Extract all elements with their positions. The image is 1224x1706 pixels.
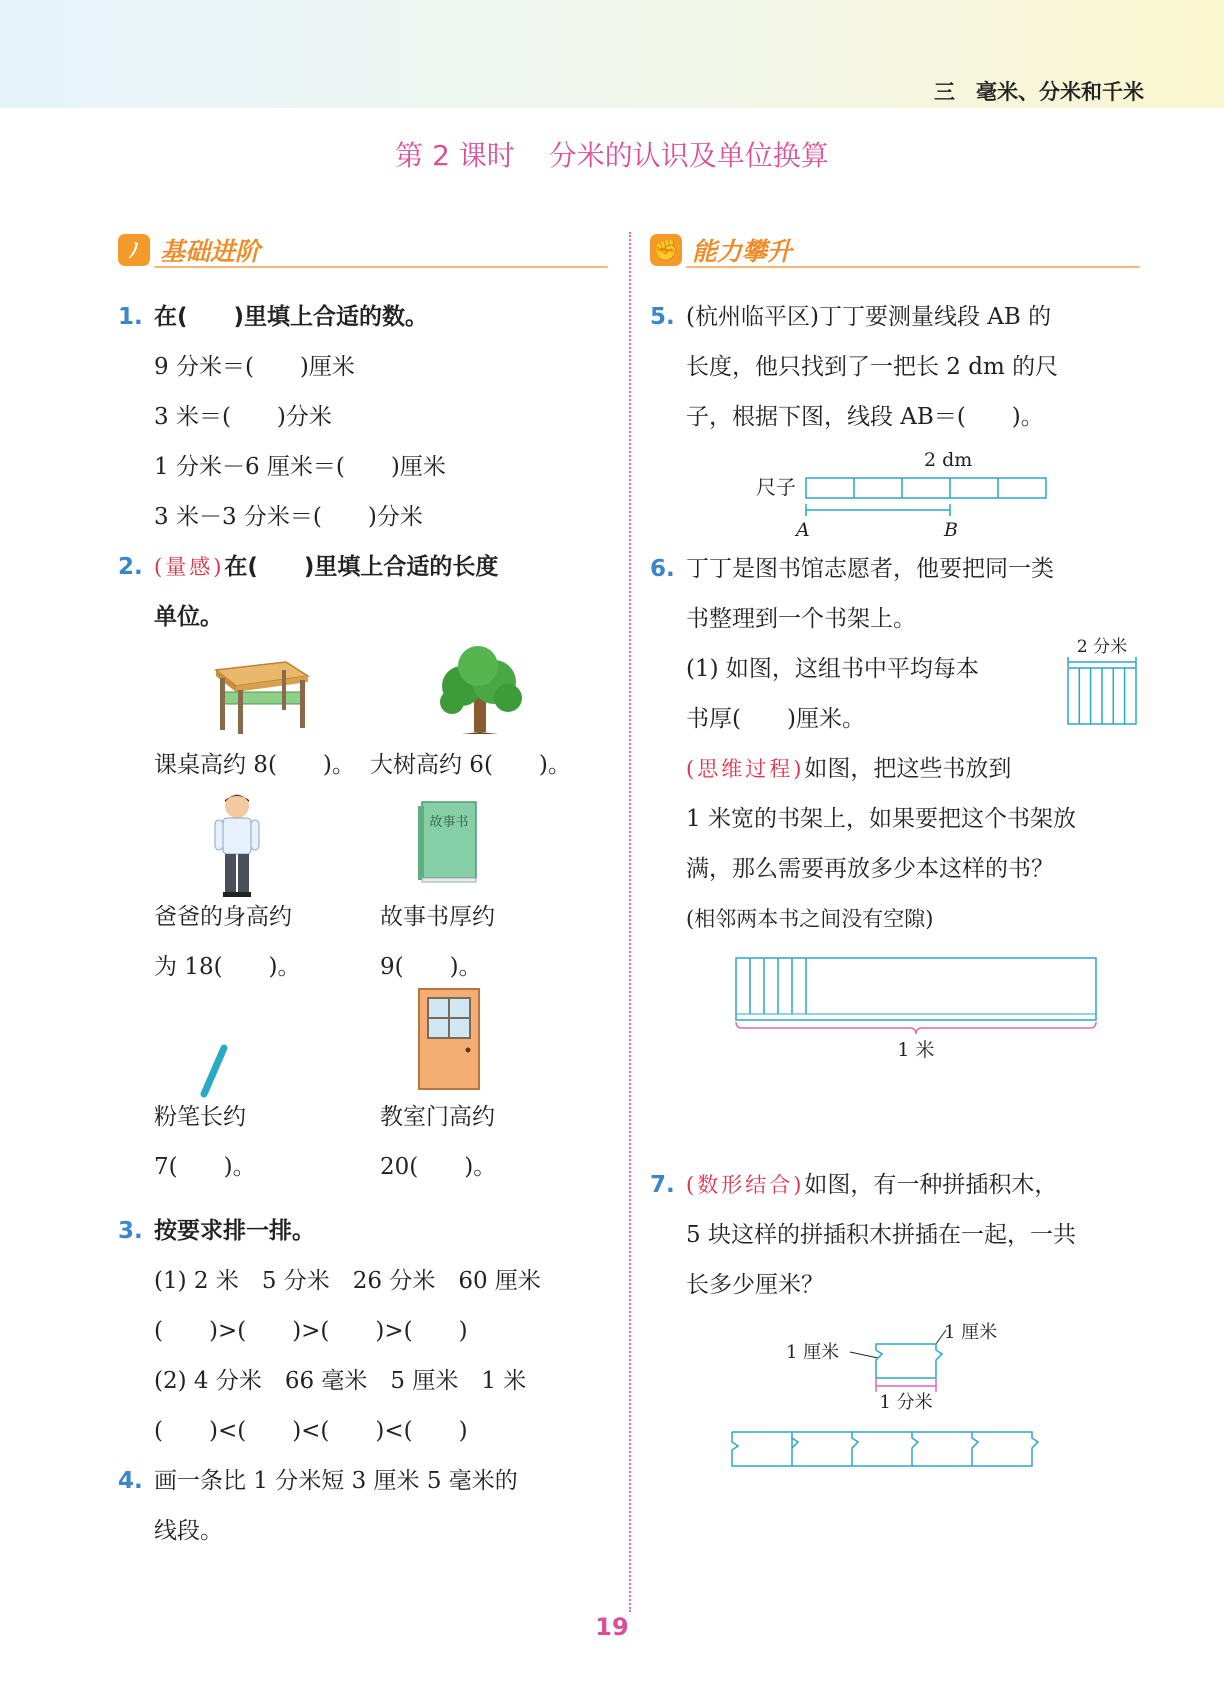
column-divider — [629, 232, 631, 1612]
question-7 — [650, 1160, 1140, 1474]
point-a: A — [796, 519, 810, 540]
block-bottom-label: 1 分米 — [879, 1392, 933, 1410]
running-person-icon: ﾉ — [118, 234, 150, 266]
books-group-figure — [1062, 634, 1142, 728]
q2-picture-grid — [154, 646, 608, 1206]
q5-line-2: 长度，他只找到了一把长 2 dm 的尺 — [686, 354, 1059, 380]
ruler-label: 尺子 — [756, 475, 796, 499]
chalk-text-1: 粉笔长约 — [154, 1104, 246, 1130]
question-number: 1. — [118, 304, 143, 330]
door-icon — [416, 986, 482, 1092]
q3-part-1-blanks: ( )>( )>( )>( ) — [154, 1318, 468, 1344]
tree-icon — [432, 646, 528, 736]
q3-part-2: (2) 4 分米 66 毫米 5 厘米 1 米 — [154, 1368, 527, 1394]
question-3 — [118, 1206, 608, 1456]
block-right-label: 1 厘米 — [944, 1322, 998, 1343]
door-text-1: 教室门高约 — [380, 1104, 495, 1130]
fist-icon: ✊ — [650, 234, 682, 266]
lesson-number: 第 2 课时 — [395, 139, 515, 172]
point-b: B — [944, 519, 958, 540]
desk-icon — [204, 656, 314, 736]
q1-item-4: 3 米－3 分米＝( )分米 — [154, 504, 423, 530]
book-cover-text: 故事书 — [429, 815, 469, 830]
q6-part-2-tag: (思维过程) — [686, 757, 805, 781]
q7-line-1: 如图，有一种拼插积木， — [804, 1172, 1058, 1198]
page-number: 19 — [595, 1613, 629, 1641]
q3-part-1: (1) 2 米 5 分米 26 分米 60 厘米 — [154, 1268, 541, 1294]
ruler-figure — [756, 444, 1076, 540]
q6-part-2-line-1: 如图，把这些书放到 — [804, 756, 1012, 782]
question-stem: 在( )里填上合适的数。 — [154, 304, 429, 330]
lesson-title — [0, 134, 1224, 174]
q6-part-1-line-2: 书厚( )厘米。 — [686, 706, 865, 732]
question-stem-cont: 单位。 — [154, 604, 223, 630]
left-column — [118, 230, 608, 1556]
q5-line-3: 子，根据下图，线段 AB＝( )。 — [686, 404, 1044, 430]
section-header-basic — [118, 230, 608, 272]
question-tag: (量感) — [154, 555, 225, 579]
question-number: 4. — [118, 1468, 143, 1494]
block-figure — [786, 1314, 1026, 1410]
question-stem: 在( )里填上合适的长度 — [224, 554, 499, 580]
q1-item-2: 3 米＝( )分米 — [154, 404, 332, 430]
q1-item-1: 9 分米＝( )厘米 — [154, 354, 355, 380]
dad-text-2: 为 18( )。 — [154, 954, 301, 980]
q7-line-2: 5 块这样的拼插积木拼插在一起，一共 — [686, 1222, 1076, 1248]
question-number: 2. — [118, 554, 143, 580]
father-icon — [209, 792, 265, 898]
door-text-2: 20( )。 — [380, 1154, 497, 1180]
q1-item-3: 1 分米－6 厘米＝( )厘米 — [154, 454, 446, 480]
question-stem: 画一条比 1 分米短 3 厘米 5 毫米的 — [154, 1468, 518, 1494]
books-group-label: 2 分米 — [1076, 637, 1128, 657]
q6-part-1-line-1: (1) 如图，这组书中平均每本 — [686, 656, 979, 682]
bookshelf-figure — [726, 952, 1106, 1062]
desk-text: 课桌高约 8( )。 — [154, 752, 355, 778]
book-text-2: 9( )。 — [380, 954, 482, 980]
chapter-title: 三 毫米、分米和千米 — [934, 80, 1144, 104]
question-number: 5. — [650, 304, 675, 330]
question-number: 6. — [650, 556, 675, 582]
bookshelf-label: 1 米 — [897, 1039, 935, 1061]
ruler-length: 2 dm — [924, 449, 973, 471]
storybook-icon — [416, 798, 480, 884]
question-stem-cont: 线段。 — [154, 1518, 223, 1544]
q6-part-2-line-4: (相邻两本书之间没有空隙) — [686, 907, 934, 931]
right-column — [650, 230, 1140, 1474]
block-left-label: 1 厘米 — [786, 1342, 840, 1363]
section-header-advanced — [650, 230, 1140, 272]
question-4 — [118, 1456, 608, 1556]
book-text-1: 故事书厚约 — [380, 904, 495, 930]
q6-part-2-line-2: 1 米宽的书架上，如果要把这个书架放 — [686, 806, 1076, 832]
section-title-advanced: 能力攀升 — [692, 237, 793, 266]
blocks-chain-figure — [726, 1424, 1086, 1474]
question-number: 3. — [118, 1218, 143, 1244]
question-1 — [118, 292, 608, 542]
question-tag: (数形结合) — [686, 1173, 805, 1197]
question-stem: 按要求排一排。 — [154, 1218, 315, 1244]
question-6 — [650, 544, 1140, 1062]
q7-line-3: 长多少厘米？ — [686, 1272, 824, 1298]
q3-part-2-blanks: ( )<( )<( )<( ) — [154, 1418, 468, 1444]
chalk-text-2: 7( )。 — [154, 1154, 256, 1180]
dad-text-1: 爸爸的身高约 — [154, 904, 292, 930]
q6-line-2: 书整理到一个书架上。 — [686, 606, 916, 632]
question-number: 7. — [650, 1172, 675, 1198]
tree-text: 大树高约 6( )。 — [370, 752, 571, 778]
q6-part-2-line-3: 满，那么需要再放多少本这样的书？ — [686, 856, 1054, 882]
question-2 — [118, 542, 608, 1206]
question-5 — [650, 292, 1140, 540]
q6-line-1: 丁丁是图书馆志愿者，他要把同一类 — [686, 556, 1054, 582]
section-title-basic: 基础进阶 — [160, 237, 261, 266]
q5-line-1: (杭州临平区)丁丁要测量线段 AB 的 — [686, 304, 1052, 330]
lesson-name: 分米的认识及单位换算 — [548, 139, 829, 172]
